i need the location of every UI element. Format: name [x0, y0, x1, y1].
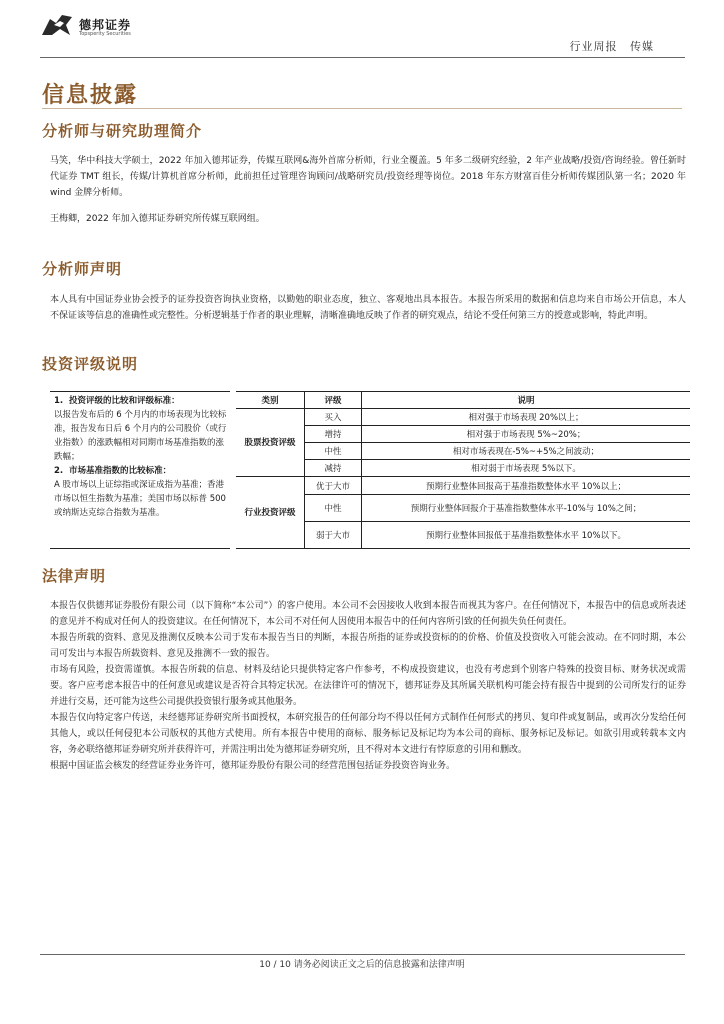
rating-table	[236, 391, 690, 549]
brand-logo-icon	[40, 13, 74, 37]
rating-level: 弱于大市	[305, 521, 362, 548]
stock-rating-category: 股票投资评级	[236, 409, 305, 477]
rating-section	[50, 391, 690, 551]
legal-para-1: 本报告仅供德邦证券股份有限公司（以下简称“本公司”）的客户使用。本公司不会因接收人收到本报告而视其为客户。在任何情况下，本报告中的信息或所表述的意见并不构成对任何人的投资建议。在任何情况下，本公司不对任何人因使用本报告中的任何内容所引致的任何损失负任何责任。	[50, 601, 686, 627]
rating-table-header-row	[236, 392, 690, 409]
header-report-info	[562, 38, 655, 54]
table-row	[236, 494, 690, 521]
legal-text	[50, 598, 686, 774]
industry-rating-category: 行业投资评级	[236, 477, 305, 549]
header-divider	[40, 57, 685, 58]
rating-criteria-heading-2: 2. 市场基准指数的比较标准：	[54, 466, 172, 476]
col-header-category: 类别	[236, 392, 305, 409]
report-type: 行业周报	[569, 40, 618, 53]
col-header-level: 评级	[305, 392, 362, 409]
rating-level: 中性	[305, 494, 362, 521]
rating-criteria	[50, 391, 230, 549]
title-divider	[42, 108, 682, 109]
analyst-intro-text	[50, 153, 686, 227]
rating-level: 中性	[305, 443, 362, 460]
legal-para-4: 本报告仅向特定客户传送，未经德邦证券研究所书面授权，本研究报告的任何部分均不得以任何方式制作任何形式的拷贝、复印件或复制品，或再次分发给任何其他人，或以任何侵犯本公司版权的其他方式使用。所有本报告中使用的商标、服务标记及标记均为本公司的商标、服务标记及标记。如欲引用或转载本文内容，务必联络德邦证券研究所并获得许可，并需注明出处为德邦证券研究所，且不得对本文进行有悖原意的引用和删改。	[50, 713, 686, 755]
rating-description: 相对市场表现在-5%~+5%之间波动；	[362, 443, 691, 460]
rating-description: 相对强于市场表现 5%~20%；	[362, 426, 691, 443]
footer-text: 请务必阅读正文之后的信息披露和法律声明	[293, 960, 465, 970]
table-row	[236, 409, 690, 426]
rating-criteria-text-2: A 股市场以上证综指或深证成指为基准；香港市场以恒生指数为基准；美国市场以标普 500 或纳斯达克综合指数为基准。	[54, 480, 226, 518]
analyst-intro-para-2: 王梅卿，2022 年加入德邦证券研究所传媒互联网组。	[50, 214, 265, 224]
rating-description: 相对强于市场表现 20%以上；	[362, 409, 691, 426]
analyst-statement-para: 本人具有中国证券业协会授予的证券投资咨询执业资格，以勤勉的职业态度，独立、客观地出具本报告。本报告所采用的数据和信息均来自市场公开信息，本人不保证该等信息的准确性或完整性。分析逻辑基于作者的职业理解，清晰准确地反映了作者的研究观点，结论不受任何第三方的授意或影响，特此声明。	[50, 295, 686, 321]
rating-level: 减持	[305, 460, 362, 477]
page-footer	[0, 957, 724, 970]
rating-level: 买入	[305, 409, 362, 426]
legal-para-5: 根据中国证监会核发的经营证券业务许可，德邦证券股份有限公司的经营范围包括证券投资咨询业务。	[50, 761, 456, 771]
rating-description: 预期行业整体回报介于基准指数整体水平-10%与 10%之间；	[362, 494, 691, 521]
legal-para-3: 市场有风险，投资需谨慎。本报告所载的信息、材料及结论只提供特定客户作参考，不构成投资建议，也没有考虑到个别客户特殊的投资目标、财务状况或需要。客户应考虑本报告中的任何意见或建议是否符合其特定状况。在法律许可的情况下，德邦证券及其所属关联机构可能会持有报告中提到的公司所发行的证券并进行交易，还可能为这些公司提供投资银行服务或其他服务。	[50, 665, 686, 707]
rating-heading: 投资评级说明	[42, 355, 139, 373]
col-header-description: 说明	[362, 392, 691, 409]
footer-divider	[40, 954, 685, 955]
table-row	[236, 521, 690, 548]
rating-description: 预期行业整体回报高于基准指数整体水平 10%以上；	[362, 477, 691, 494]
rating-level: 优于大市	[305, 477, 362, 494]
table-row	[236, 443, 690, 460]
page-header	[0, 0, 724, 60]
page-number: 10 / 10	[259, 960, 291, 970]
table-row	[236, 426, 690, 443]
legal-para-2: 本报告所载的资料、意见及推测仅反映本公司于发布本报告当日的判断，本报告所指的证券或投资标的的价格、价值及投资收入可能会波动。在不同时期，本公司可发出与本报告所载资料、意见及推测不一致的报告。	[50, 633, 686, 659]
rating-criteria-heading-1: 1. 投资评级的比较和评级标准：	[54, 396, 180, 406]
rating-level: 增持	[305, 426, 362, 443]
analyst-statement-heading: 分析师声明	[42, 260, 123, 278]
rating-description: 预期行业整体回报低于基准指数整体水平 10%以下。	[362, 521, 691, 548]
brand-name: 德邦证券	[79, 18, 132, 32]
table-row	[236, 477, 690, 494]
analyst-intro-para-1: 马笑，华中科技大学硕士，2022 年加入德邦证券，传媒互联网&海外首席分析师，行业全覆盖。5 年多二级研究经验，2 年产业战略/投资/咨询经验。曾任新时代证券 TMT 组长，传媒/计算机首席分析师，此前担任过管理咨询顾问/战略研究员/投资经理等岗位。2018 年东方财富百佳分析师传媒团队第一名；2020 年 wind 金牌分析师。	[50, 156, 686, 198]
industry-name: 传媒	[630, 40, 654, 53]
brand-subtitle: Topsperity Securities	[79, 31, 131, 37]
rating-description: 相对弱于市场表现 5%以下。	[362, 460, 691, 477]
page-title: 信息披露	[42, 82, 139, 108]
analyst-intro-heading: 分析师与研究助理简介	[42, 122, 203, 140]
legal-heading: 法律声明	[42, 567, 107, 585]
rating-criteria-text-1: 以报告发布后的 6 个月内的市场表现为比较标准，报告发布日后 6 个月内的公司股价（或行业指数）的涨跌幅相对同期市场基准指数的涨跌幅；	[54, 410, 227, 462]
analyst-statement-text	[50, 292, 686, 324]
table-row	[236, 460, 690, 477]
